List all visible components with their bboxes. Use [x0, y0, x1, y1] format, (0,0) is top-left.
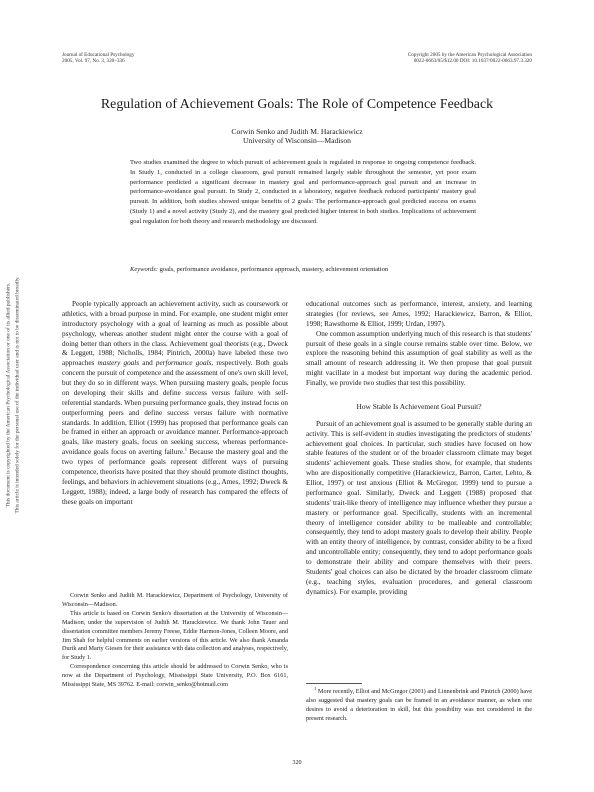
running-header-right [408, 52, 532, 65]
keywords-label: Keywords: [130, 266, 158, 273]
keywords-list: goals, performance avoidance, performance approach, mastery, achievement orientation [159, 266, 389, 273]
copyright-sidebar [2, 215, 24, 575]
keywords [130, 265, 476, 274]
author-note: This article is based on Corwin Senko's dissertation at the University of Wisconsin—Madison, under the supervision of Judith M. Harackiewicz. We thank John Tauer and dissertation committee members Jeremy Freese, Eddie Harmon-Jones, Colleen Moore, and Jim Shah for helpful comments on earlier versions of this article. We also thank Amanda Durik and Marty Giesen for their assistance with data collection and analyses, respectively, for Study 1. [62, 609, 288, 662]
footnote-number: 1 [314, 685, 317, 691]
body-column-left [62, 300, 288, 507]
footnote-marker: 1 [184, 446, 188, 452]
body-paragraph: One common assumption underlying much of this research is that students' pursuit of these goals in a single course remains stable over time. Below, we explore the reasoning behind this assumption of goal stability as well as the small amount of research addressing it. We then propose that goal pursuit might vacillate in a modest but important way during the academic period. Finally, we provide two studies that test this possibility. [306, 329, 532, 387]
author-note: Corwin Senko and Judith M. Harackiewicz, Department of Psychology, University of Wisconsin—Madison. [62, 592, 288, 608]
journal-name: Journal of Educational Psychology [62, 52, 135, 58]
body-paragraph: educational outcomes such as performance, interest, anxiety, and learning strategies (for reviews, see Ames, 1992; Harackiewicz, Barron, & Elliot, 1998; Rawsthorne & Elliot, 1999; Urdan, 1997). [306, 300, 532, 328]
sidebar-line-2: This article is intended solely for the personal use of the individual user and is not to be disseminated broadly. [14, 276, 20, 514]
author-notes [62, 592, 288, 690]
body-column-right [306, 300, 532, 598]
sidebar-line-1: This document is copyrighted by the American Psychological Association or one of its allied publishers. [5, 282, 12, 508]
footnote-text: More recently, Elliot and McGregor (2001) and Linnenbrink and Pintrich (2000) have also suggested that mastery goals can be framed in an avoidance manner, as when one desires to avoid a deterioration in skill, but this possibility was not considered in the present research. [306, 688, 532, 722]
term-mastery-goals: mastery goals [97, 359, 140, 368]
footnote-divider [306, 683, 362, 684]
abstract: Two studies examined the degree to which pursuit of achievement goals is regulated in response to ongoing competence feedback. In Study 1, conducted in a college classroom, goal pursuit remained largely stable throughout the semester, yet poor exam performance predicted a significant decrease in mastery goal and performance-approach goal pursuit and an increase in performance-avoidance goal pursuit. In Study 2, conducted in a laboratory, negative feedback reduced participants' mastery goal pursuit. In addition, both studies showed unique benefits of 2 goals: The performance-approach goal predicted success on exams (Study 1) and a novel activity (Study 2), and the mastery goal predicted higher interest in both studies. Implications of achievement goal regulation for both theory and research methodology are discussed. [130, 159, 476, 225]
page-number: 320 [292, 759, 302, 766]
copyright-line: Copyright 2005 by the American Psychological Association [407, 52, 532, 58]
article-title: Regulation of Achievement Goals: The Role of Competence Feedback [100, 96, 494, 111]
volume-info: 2005, Vol. 97, No. 3, 320–336 [62, 58, 125, 65]
running-header-left [62, 52, 134, 65]
article-authors: Corwin Senko and Judith M. Harackiewicz [231, 127, 363, 136]
section-heading: How Stable Is Achievement Goal Pursuit? [356, 401, 482, 411]
footnote-1 [306, 685, 532, 724]
doi-line: 0022-0663/05/$12.00 DOI: 10.1037/0022-0663.97.3.320 [413, 58, 532, 65]
author-affiliation: University of Wisconsin—Madison [243, 136, 351, 145]
copyright-sidebar-text [5, 276, 22, 513]
author-note: Correspondence concerning this article should be addressed to Corwin Senko, who is now at the Department of Psychology, Mississippi State University, P.O. Box 6161, Mississippi State, MS 39762. E-mail: corwin_senko@hotmail.com [62, 663, 288, 689]
body-paragraph: Pursuit of an achievement goal is assumed to be generally stable during an activity. This is self-evident in studies investigating the predictors of students' achievement goal choices. In particular, such studies have focused on how stable features of the student or of the broader classroom climate may beget students' achievement goals. These studies show, for example, that students who are dispositionally competitive (Harackiewicz, Barron, Carter, Lehto, & Elliot, 1997) or test anxious (Elliot & McGregor, 1999) tend to pursue a performance goal. Similarly, Dweck and Leggett (1988) proposed that students' trait-like theory of intelligence may influence whether they pursue a mastery or performance goal. Specifically, students with an incremental theory of intelligence consider ability to be malleable and controllable; consequently, they tend to adopt mastery goals to develop their ability. People with an entity theory of intelligence, by contrast, consider ability to be a fixed and uncontrollable entity; consequently, they tend to adopt performance goals to demonstrate their ability and compare themselves with their peers. Students' goal choices can also be dictated by the broader classroom climate (e.g., teaching styles, evaluation procedures, and general classroom dynamics). For example, providing [306, 419, 532, 596]
term-performance-goals: performance goals [155, 359, 212, 368]
body-paragraph: People typically approach an achievement activity, such as coursework or athletics, with a broad purpose in mind. For example, one student might enter introductory psychology with a goal of learning as much as possible about psychology, whereas another student might enter the course with a goal of doing better than others in the class. Achievement goal theorists (e.g., Dweck & Leggett, 1988; Nicholls, 1984; Pintrich, 2000a) have labeled these two approaches mastery goals and performance goals, respectively. Both goals concern the pursuit of competence and the assessment of one's own skill level, but they do so in different ways. When pursuing mastery goals, people focus on developing their skills and define success versus failure with self-referential standards. When pursuing performance goals, they instead focus on outperforming peers and define success versus failure with normative standards. In addition, Elliot (1999) has proposed that performance goals can be framed in either an approach or avoidance manner. Performance-approach goals, like mastery goals, focus on seeking success, whereas performance-avoidance goals focus on averting failure.$^1$ Because the mastery goal and the two types of performance goals represent different ways of pursuing competence, theorists have posited that they should promote distinct thoughts, feelings, and behaviors in achievement situations (e.g., Ames, 1992; Dweck & Leggett, 1988); indeed, a large body of research has compared the effects of these goals on important [62, 300, 288, 506]
